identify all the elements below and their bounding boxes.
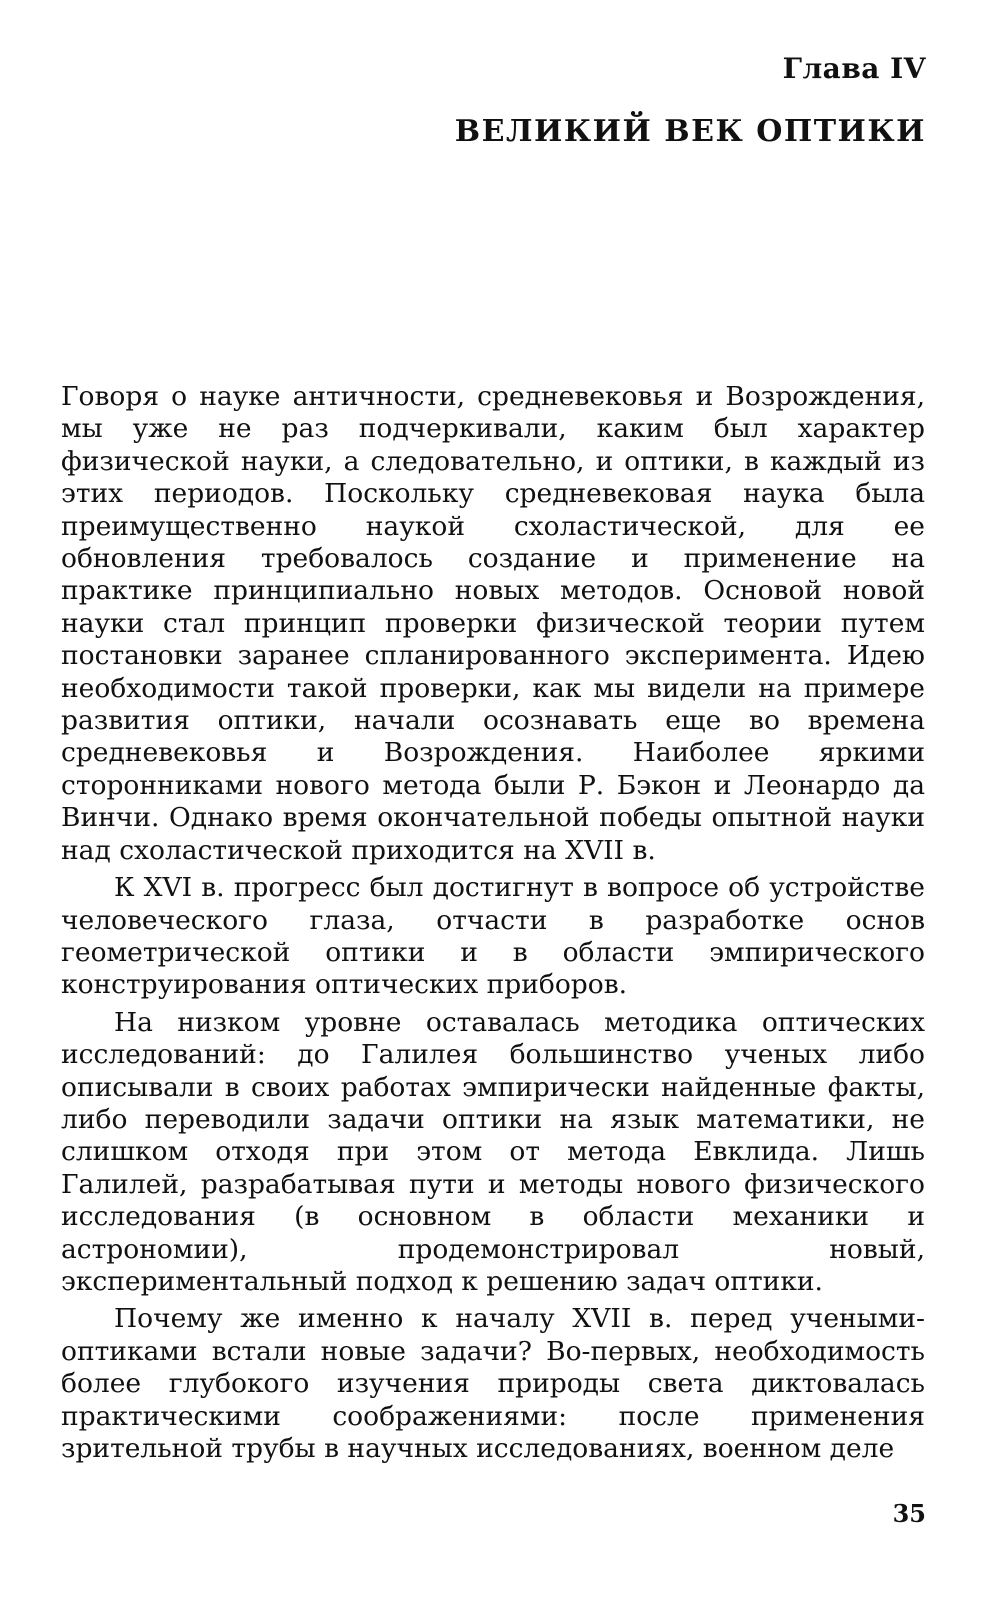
chapter-label: Глава IV [782, 52, 926, 85]
paragraph: Почему же именно к началу XVII в. перед учеными-оптиками встали новые задачи? Во-первых, необходимость более глубокого изучения природы света диктовалась практическими соображениями: после применения зрительной трубы в научных исследованиях, военном деле [61, 1303, 925, 1464]
page-number: 35 [892, 1499, 926, 1528]
paragraph: К XVI в. прогресс был достигнут в вопросе об устройстве человеческого глаза, отчасти в разработке основ геометрической оптики и в области эмпирического конструирования оптических приборов. [61, 872, 925, 1001]
body-text [61, 381, 925, 1465]
paragraph: Говоря о науке античности, средневековья и Возрождения, мы уже не раз подчеркивали, каким был характер физической науки, а следовательно, и оптики, в каждый из этих периодов. Поскольку средневековая наука была преимущественно наукой схоластической, для ее обновления требовалось создание и применение на практике принципиально новых методов. Основой новой науки стал принцип проверки физической теории путем постановки заранее спланированного эксперимента. Идею необходимости такой проверки, как мы видели на примере развития оптики, начали осознавать еще во времена средневековья и Возрождения. Наиболее яркими сторонниками нового метода были Р. Бэкон и Леонардо да Винчи. Однако время окончательной победы опытной науки над схоластической приходится на XVII в. [61, 381, 925, 866]
chapter-title: ВЕЛИКИЙ ВЕК ОПТИКИ [454, 114, 926, 149]
paragraph: На низком уровне оставалась методика оптических исследований: до Галилея большинство ученых либо описывали в своих работах эмпирически найденные факты, либо переводили задачи оптики на язык математики, не слишком отходя при этом от метода Евклида. Лишь Галилей, разрабатывая пути и методы нового физического исследования (в основном в области механики и астрономии), продемонстрировал новый, экспериментальный подход к решению задач оптики. [61, 1006, 925, 1297]
